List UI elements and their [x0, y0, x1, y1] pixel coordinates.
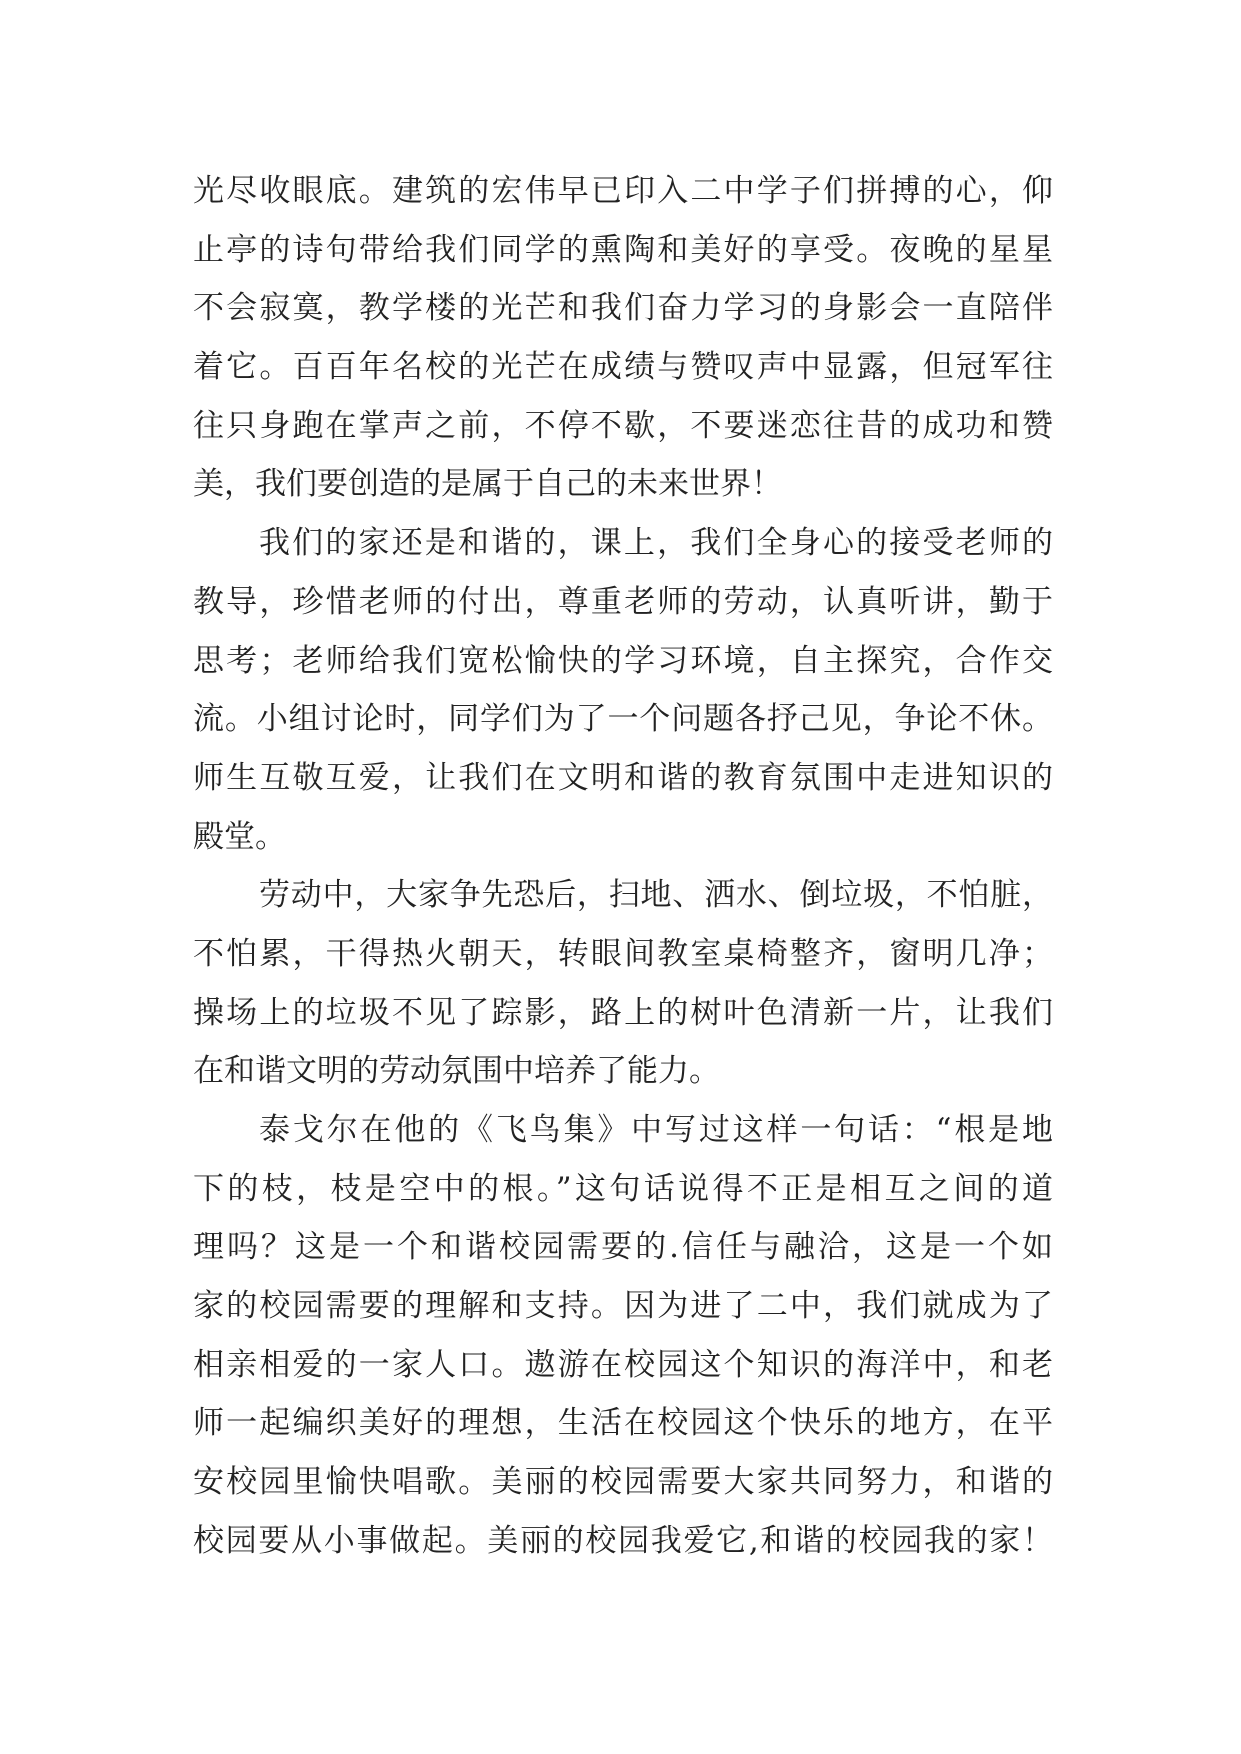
- text-line: 不怕累，干得热火朝天，转眼间教室桌椅整齐，窗明几净；: [193, 935, 1053, 972]
- text-line: 不会寂寞，教学楼的光芒和我们奋力学习的身影会一直陪伴: [193, 290, 1053, 327]
- text-line: 往只身跑在掌声之前，不停不歇，不要迷恋往昔的成功和赞: [193, 407, 1053, 444]
- text-line: 相亲相爱的一家人口。遨游在校园这个知识的海洋中，和老: [193, 1346, 1053, 1383]
- paragraph: [193, 866, 1053, 1101]
- paragraph: [193, 514, 1053, 866]
- text-line: 师生互敬互爱，让我们在文明和谐的教育氛围中走进知识的: [193, 759, 1053, 796]
- text-line: 下的枝，枝是空中的根。”这句话说得不正是相互之间的道: [193, 1170, 1053, 1207]
- text-line: 家的校园需要的理解和支持。因为进了二中，我们就成为了: [193, 1288, 1053, 1325]
- text-line: 殿堂。: [193, 818, 286, 855]
- text-line: 泰戈尔在他的《飞鸟集》中写过这样一句话：“根是地: [259, 1112, 1053, 1148]
- text-line: 止亭的诗句带给我们同学的熏陶和美好的享受。夜晚的星星: [193, 231, 1053, 268]
- paragraph: [193, 1101, 1053, 1571]
- text-line: 光尽收眼底。建筑的宏伟早已印入二中学子们拼搏的心，仰: [193, 173, 1053, 209]
- text-line: 校园要从小事做起。美丽的校园我爱它,和谐的校园我的家！: [193, 1522, 1053, 1559]
- text-line: 在和谐文明的劳动氛围中培养了能力。: [193, 1053, 720, 1090]
- text-line: 美，我们要创造的是属于自己的未来世界！: [193, 466, 782, 503]
- text-line: 着它。百百年名校的光芒在成绩与赞叹声中显露，但冠军往: [193, 349, 1053, 386]
- text-line: 流。小组讨论时，同学们为了一个问题各抒己见，争论不休。: [193, 701, 1053, 738]
- text-line: 师一起编织美好的理想，生活在校园这个快乐的地方，在平: [193, 1405, 1053, 1442]
- paragraph: [193, 162, 1053, 514]
- document-body: [193, 162, 1053, 1571]
- text-line: 理吗？这是一个和谐校园需要的.信任与融洽，这是一个如: [193, 1229, 1053, 1266]
- text-line: 教导，珍惜老师的付出，尊重老师的劳动，认真听讲，勤于: [193, 583, 1053, 620]
- text-line: 我们的家还是和谐的，课上，我们全身心的接受老师的: [259, 525, 1053, 562]
- text-line: 劳动中，大家争先恐后，扫地、洒水、倒垃圾，不怕脏，: [259, 877, 1053, 914]
- text-line: 操场上的垃圾不见了踪影，路上的树叶色清新一片，让我们: [193, 994, 1053, 1031]
- text-line: 安校园里愉快唱歌。美丽的校园需要大家共同努力，和谐的: [193, 1464, 1053, 1501]
- text-line: 思考；老师给我们宽松愉快的学习环境，自主探究，合作交: [193, 642, 1053, 679]
